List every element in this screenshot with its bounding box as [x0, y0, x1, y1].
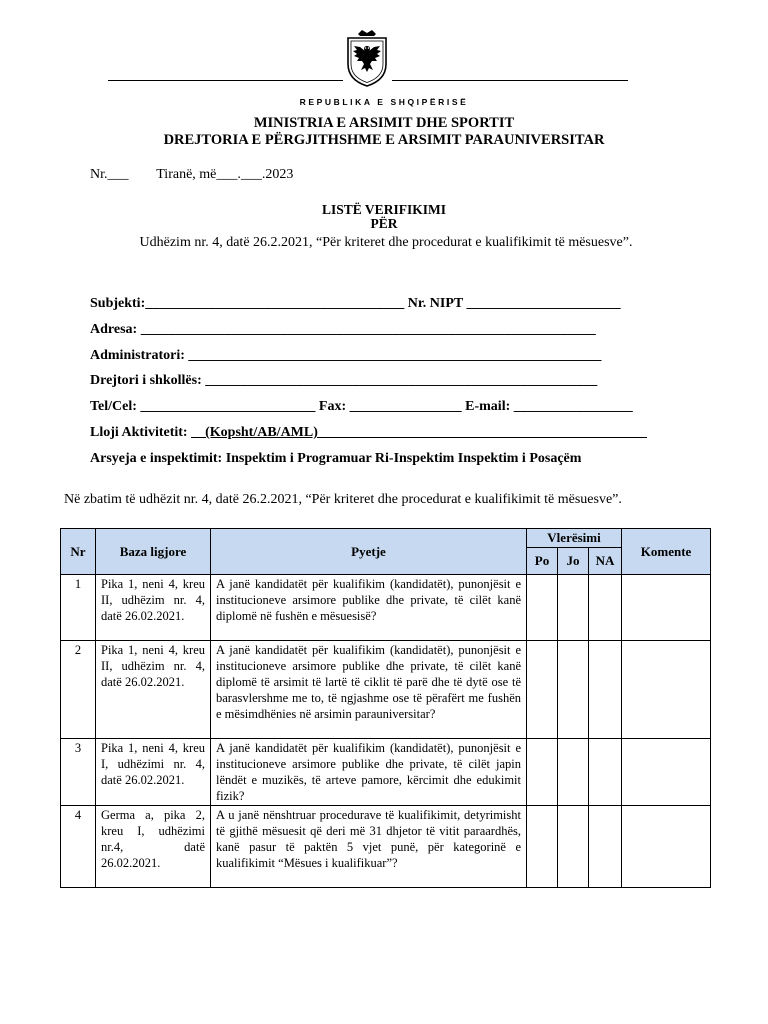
po-cell[interactable] [527, 739, 558, 806]
row-number: 4 [61, 806, 96, 888]
title-line-2: PËR [370, 216, 398, 231]
fax-field[interactable]: ________________ [349, 399, 462, 415]
header-na: NA [589, 548, 622, 575]
comment-cell[interactable] [622, 806, 711, 888]
subjekti-label: Subjekti: [90, 296, 146, 311]
na-cell[interactable] [589, 739, 622, 806]
question-cell: A janë kandidatët për kualifikim (kandidatët), punonjësit e institucioneve arsimore publike dhe private, të cilët japin lëndët e muzikës, të arteve pamore, kërcimit dhe edukimit fizik? [211, 739, 527, 806]
subject-info-form [90, 295, 690, 476]
header-rule-right [392, 80, 628, 81]
table-row [61, 575, 711, 641]
header-po: Po [527, 548, 558, 575]
comment-cell[interactable] [622, 739, 711, 806]
email-field[interactable]: _________________ [513, 399, 633, 415]
tel-label: Tel/Cel: [90, 399, 137, 415]
na-cell[interactable] [589, 575, 622, 641]
republic-name: REPUBLIKA E SHQIPËRISË [299, 97, 469, 107]
intro-paragraph: Në zbatim të udhëzit nr. 4, datë 26.2.2021, “Për kriteret dhe procedurat e kualifikimit të mësuesve”. [64, 492, 622, 507]
adresa-field[interactable]: _________________________________________________________________ [140, 321, 596, 337]
header-rule-left [108, 80, 343, 81]
reference-line [90, 167, 293, 183]
comment-cell[interactable] [622, 641, 711, 739]
legal-basis-cell: Pika 1, neni 4, kreu II, udhëzim nr. 4, datë 26.02.2021. [96, 641, 211, 739]
question-cell: A janë kandidatët për kualifikim (kandidatët), punonjësit e institucioneve arsimore publike dhe private, të cilët kanë diplomë në fushën e mësuesisë? [211, 575, 527, 641]
ministry-heading [0, 115, 768, 149]
question-cell: A janë kandidatët për kualifikim (kandidatët), punonjësit e institucioneve arsimore publike dhe private, të cilët kanë diplomë të arsimit të lartë të ciklit të parë dhe të dytë ose të barasvlershme me to, të ngjashme ose të përafërt me fushën e mësimdhënies në arsimin parauniversitar? [211, 641, 527, 739]
row-number: 2 [61, 641, 96, 739]
na-cell[interactable] [589, 806, 622, 888]
adresa-label: Adresa: [90, 321, 138, 337]
document-header [0, 28, 768, 113]
question-cell: A u janë nënshtruar procedurave të kualifikimit, detyrimisht të gjithë mësuesit që deri më 31 dhjetor të vitit paraardhës, kanë pasur të paktën 5 vjet punë, për kategorinë e kualifikimit “Mësues i kualifikuar”? [211, 806, 527, 888]
jo-cell[interactable] [558, 739, 589, 806]
directorate-name: DREJTORIA E PËRGJITHSHME E ARSIMIT PARAUNIVERSITAR [163, 132, 605, 148]
row-number: 3 [61, 739, 96, 806]
nipt-label: Nr. NIPT [407, 296, 463, 311]
table-row [61, 739, 711, 806]
administratori-field[interactable]: ___________________________________________________________ [188, 347, 602, 363]
subjekti-field[interactable]: _____________________________________ [145, 296, 405, 311]
drejtori-field[interactable]: ________________________________________________________ [205, 373, 598, 389]
legal-basis-cell: Pika 1, neni 4, kreu II, udhëzim nr. 4, datë 26.02.2021. [96, 575, 211, 641]
header-vleresimi: Vlerësimi [527, 529, 622, 548]
header-nr: Nr [61, 529, 96, 575]
form-row-subjekti [90, 295, 690, 321]
jo-cell[interactable] [558, 575, 589, 641]
header-jo: Jo [558, 548, 589, 575]
header-baza-ligjore: Baza ligjore [96, 529, 211, 575]
form-row-administratori [90, 347, 690, 373]
form-row-adresa [90, 321, 690, 347]
header-pyetje: Pyetje [211, 529, 527, 575]
title-line-3: Udhëzim nr. 4, datë 26.2.2021, “Për kriteret dhe procedurat e kualifikimit të mësuesve”. [139, 235, 633, 250]
form-row-lloji [90, 424, 690, 450]
po-cell[interactable] [527, 806, 558, 888]
reference-number: Nr.___ [90, 167, 129, 182]
arsyeja-text: Arsyeja e inspektimit: Inspektim i Programuar Ri-Inspektim Inspektim i Posaçëm [90, 450, 582, 466]
albanian-coat-of-arms-icon [344, 28, 390, 88]
email-label: E-mail: [465, 399, 511, 415]
table-row [61, 641, 711, 739]
form-row-arsyeja [90, 450, 690, 476]
drejtori-label: Drejtori i shkollës: [90, 373, 202, 389]
jo-cell[interactable] [558, 806, 589, 888]
tel-field[interactable]: _________________________ [140, 399, 316, 415]
form-row-drejtori [90, 372, 690, 398]
place-date: Tiranë, më___.___.2023 [156, 167, 294, 182]
po-cell[interactable] [527, 575, 558, 641]
po-cell[interactable] [527, 641, 558, 739]
row-number: 1 [61, 575, 96, 641]
administratori-label: Administratori: [90, 347, 185, 363]
fax-label: Fax: [318, 399, 347, 415]
table-row [61, 806, 711, 888]
na-cell[interactable] [589, 641, 622, 739]
comment-cell[interactable] [622, 575, 711, 641]
document-title [0, 203, 768, 253]
lloji-field[interactable]: __(Kopsht/AB/AML)_______________________________________________ [191, 424, 647, 440]
lloji-label: Lloji Aktivitetit: [90, 424, 188, 440]
legal-basis-cell: Pika 1, neni 4, kreu I, udhëzimi nr. 4, datë 26.02.2021. [96, 739, 211, 806]
ministry-name: MINISTRIA E ARSIMIT DHE SPORTIT [253, 115, 515, 131]
nipt-field[interactable]: ______________________ [466, 296, 621, 311]
header-komente: Komente [622, 529, 711, 575]
checklist-table [60, 528, 711, 888]
legal-basis-cell: Germa a, pika 2, kreu I, udhëzimi nr.4, datë 26.02.2021. [96, 806, 211, 888]
jo-cell[interactable] [558, 641, 589, 739]
form-row-contacts [90, 398, 690, 424]
title-line-1: LISTË VERIFIKIMI [322, 202, 446, 217]
